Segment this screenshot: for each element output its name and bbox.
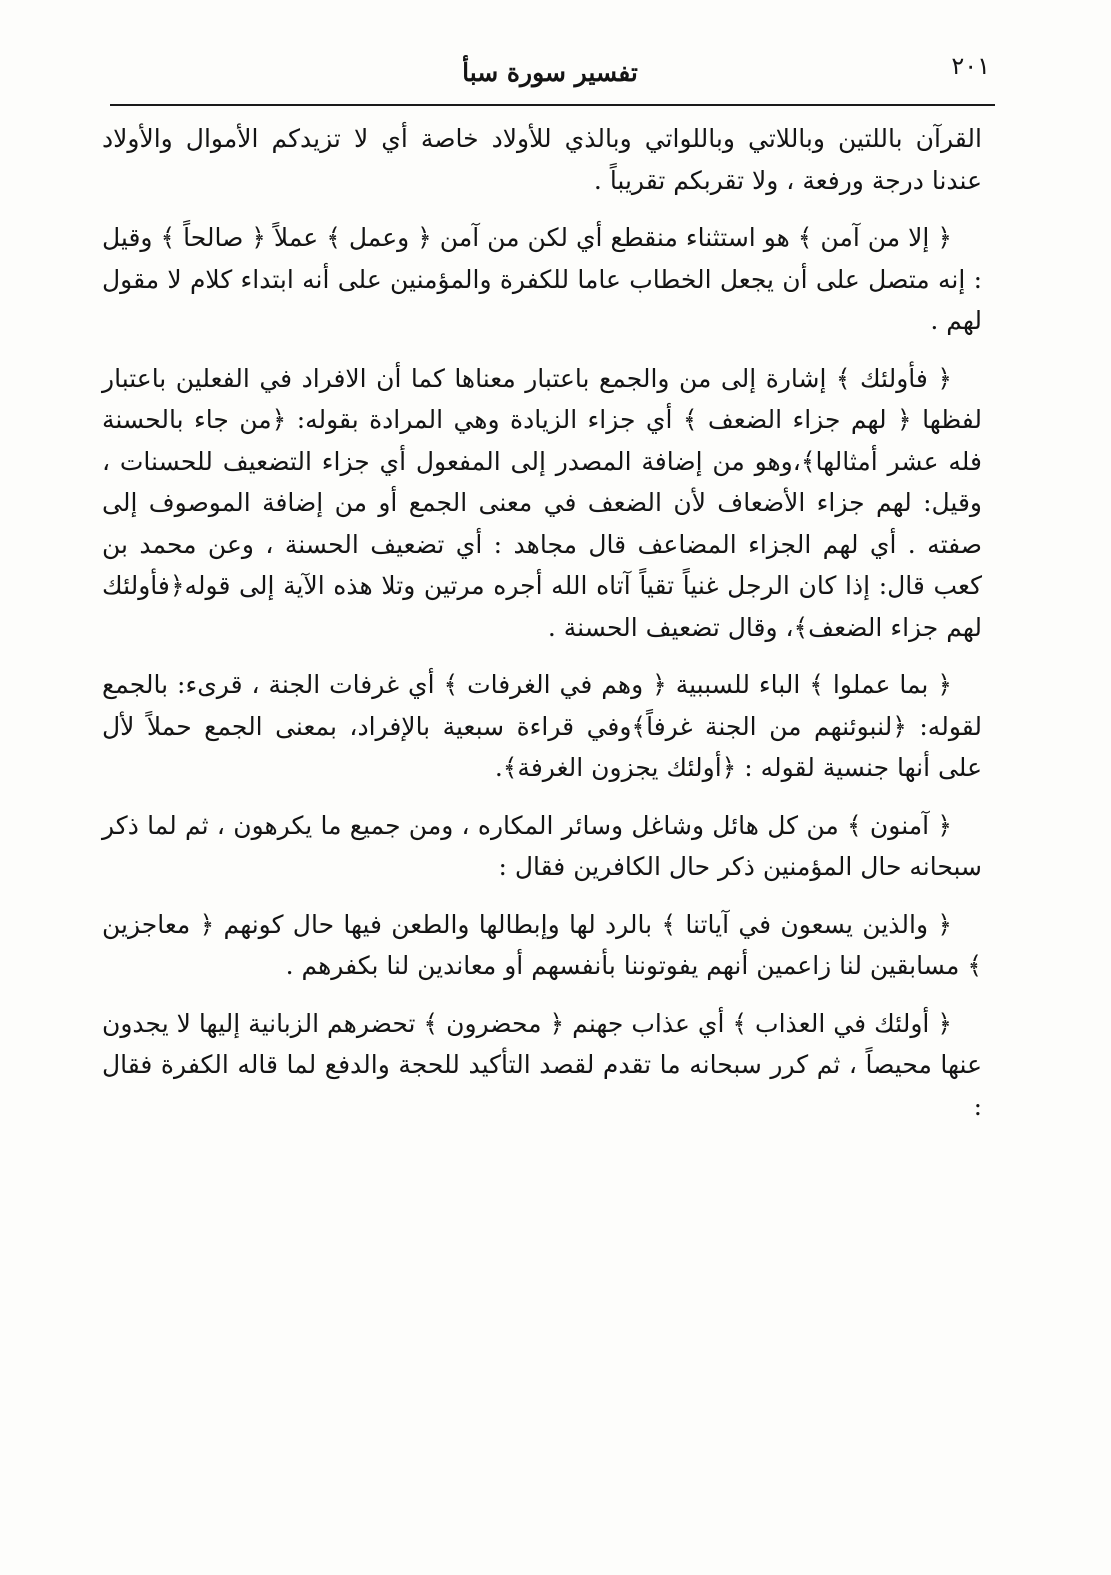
page-header <box>110 50 990 100</box>
page-number: ٢٠١ <box>951 52 990 80</box>
paragraph-7: ﴿ أولئك في العذاب ﴾ أي عذاب جهنم ﴿ محضرون ﴾ تحضرهم الزبانية إليها لا يجدون عنها محيصاً ، ثم كرر سبحانه ما تقدم لقصد التأكيد للحجة والدفع لما قاله الكفرة فقال : <box>102 1008 982 1121</box>
paragraph-2: ﴿ إلا من آمن ﴾ هو استثناء منقطع أي لكن من آمن ﴿ وعمل ﴾ عملاً ﴿ صالحاً ﴾ وقيل : إنه متصل على أن يجعل الخطاب عاما للكفرة والمؤمنين على أنه ابتداء كلام لا مقول لهم . <box>102 223 982 335</box>
paragraph-5: ﴿ آمنون ﴾ من كل هائل وشاغل وسائر المكاره ، ومن جميع ما يكرهون ، ثم لما ذكر سبحانه حال المؤمنين ذكر حال الكافرين فقال : <box>102 810 982 881</box>
paragraph-1: القرآن باللتين وباللاتي وباللواتي وبالذي للأولاد خاصة أي لا تزيدكم الأموال والأولاد عندنا درجة ورفعة ، ولا تقربكم تقريباً . <box>102 124 982 195</box>
header-divider <box>110 104 995 106</box>
page-body <box>102 118 982 1143</box>
paragraph-4: ﴿ بما عملوا ﴾ الباء للسببية ﴿ وهم في الغرفات ﴾ أي غرفات الجنة ، قرىء: بالجمع لقوله: ﴿لنبوئنهم من الجنة غرفاً﴾وفي قراءة سبعية بالإفراد، بمعنى الجمع حملاً لأل على أنها جنسية لقوله : ﴿أولئك يجزون الغرفة﴾. <box>102 670 982 782</box>
paragraph-3: ﴿ فأولئك ﴾ إشارة إلى من والجمع باعتبار معناها كما أن الافراد في الفعلين باعتبار لفظها ﴿ لهم جزاء الضعف ﴾ أي جزاء الزيادة وهي المرادة بقوله: ﴿من جاء بالحسنة فله عشر أمثالها﴾،وهو من إضافة المصدر إلى المفعول أي جزاء التضعيف للحسنات ، وقيل: لهم جزاء الأضعاف لأن الضعف في معنى الجمع أو من إضافة الموصوف إلى صفته . أي لهم الجزاء المضاعف قال مجاهد : أي تضعيف الحسنة ، وعن محمد بن كعب قال: إذا كان الرجل غنياً تقياً آتاه الله أجره مرتين وتلا هذه الآية إلى قوله﴿فأولئك لهم جزاء الضعف﴾، وقال تضعيف الحسنة . <box>102 363 982 642</box>
page-title: تفسير سورة سبأ <box>462 58 638 87</box>
paragraph-6: ﴿ والذين يسعون في آياتنا ﴾ بالرد لها وإبطالها والطعن فيها حال كونهم ﴿ معاجزين ﴾ مسابقين لنا زاعمين أنهم يفوتوننا بأنفسهم أو معاندين لنا بكفرهم . <box>102 909 982 980</box>
